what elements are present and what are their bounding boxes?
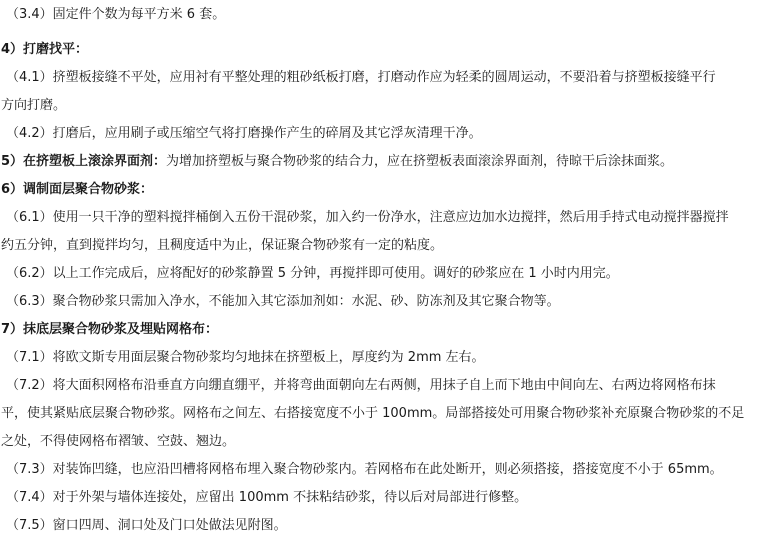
paragraph-7-3: （7.3）对装饰凹缝，也应沿凹槽将网格布埋入聚合物砂浆内。若网格布在此处断开，则必须搭接，搭接宽度不小于 65mm。 (6, 462, 723, 477)
paragraph-4-1: （4.1）挤塑板接缝不平处，应用衬有平整处理的粗砂纸板打磨，打磨动作应为轻柔的圆周运动，不要沿着与挤塑板接缝平行 (6, 70, 716, 85)
paragraph-7-5: （7.5）窗口四周、洞口处及门口处做法见附图。 (6, 518, 287, 533)
paragraph-7-2-cont-2: 之处，不得使网格布褶皱、空鼓、翘边。 (1, 434, 236, 449)
paragraph-6-2: （6.2）以上工作完成后，应将配好的砂浆静置 5 分钟，再搅拌即可使用。调好的砂浆应在 1 小时内用完。 (6, 266, 619, 281)
paragraph-6-1-cont: 约五分钟，直到搅拌均匀，且稠度适中为止，保证聚合物砂浆有一定的粘度。 (1, 238, 444, 253)
paragraph-7-2-cont-1: 平，使其紧贴底层聚合物砂浆。网格布之间左、右搭接宽度不小于 100mm。局部搭接处可用聚合物砂浆补充原聚合物砂浆的不足 (1, 406, 745, 421)
paragraph-4-2: （4.2）打磨后，应用刷子或压缩空气将打磨操作产生的碎屑及其它浮灰清理干净。 (6, 126, 482, 141)
paragraph-6-3: （6.3）聚合物砂浆只需加入净水，不能加入其它添加剂如：水泥、砂、防冻剂及其它聚合物等。 (6, 294, 560, 309)
paragraph-3-4: （3.4）固定件个数为每平方米 6 套。 (6, 7, 226, 22)
heading-4: 4）打磨找平： (1, 42, 89, 57)
paragraph-7-2: （7.2）将大面积网格布沿垂直方向绷直绷平，并将弯曲面朝向左右两侧，用抹子自上而下地由中间向左、右两边将网格布抹 (6, 378, 716, 393)
paragraph-6-1: （6.1）使用一只干净的塑料搅拌桶倒入五份干混砂浆，加入约一份净水，注意应边加水边搅拌，然后用手持式电动搅拌器搅拌 (6, 210, 729, 225)
heading-7: 7）抹底层聚合物砂浆及埋贴网格布： (1, 322, 219, 337)
paragraph-7-4: （7.4）对于外架与墙体连接处，应留出 100mm 不抹粘结砂浆，待以后对局部进行修整。 (6, 490, 528, 505)
paragraph-7-1: （7.1）将欧文斯专用面层聚合物砂浆均匀地抹在挤塑板上，厚度约为 2mm 左右。 (6, 350, 485, 365)
paragraph-5-text: 为增加挤塑板与聚合物砂浆的结合力，应在挤塑板表面滚涂界面剂，待晾干后涂抹面浆。 (166, 154, 674, 169)
paragraph-4-1-cont: 方向打磨。 (1, 98, 67, 113)
paragraph-5 (1, 153, 673, 171)
heading-6: 6）调制面层聚合物砂浆： (1, 182, 154, 197)
heading-5: 5）在挤塑板上滚涂界面剂： (1, 154, 167, 169)
